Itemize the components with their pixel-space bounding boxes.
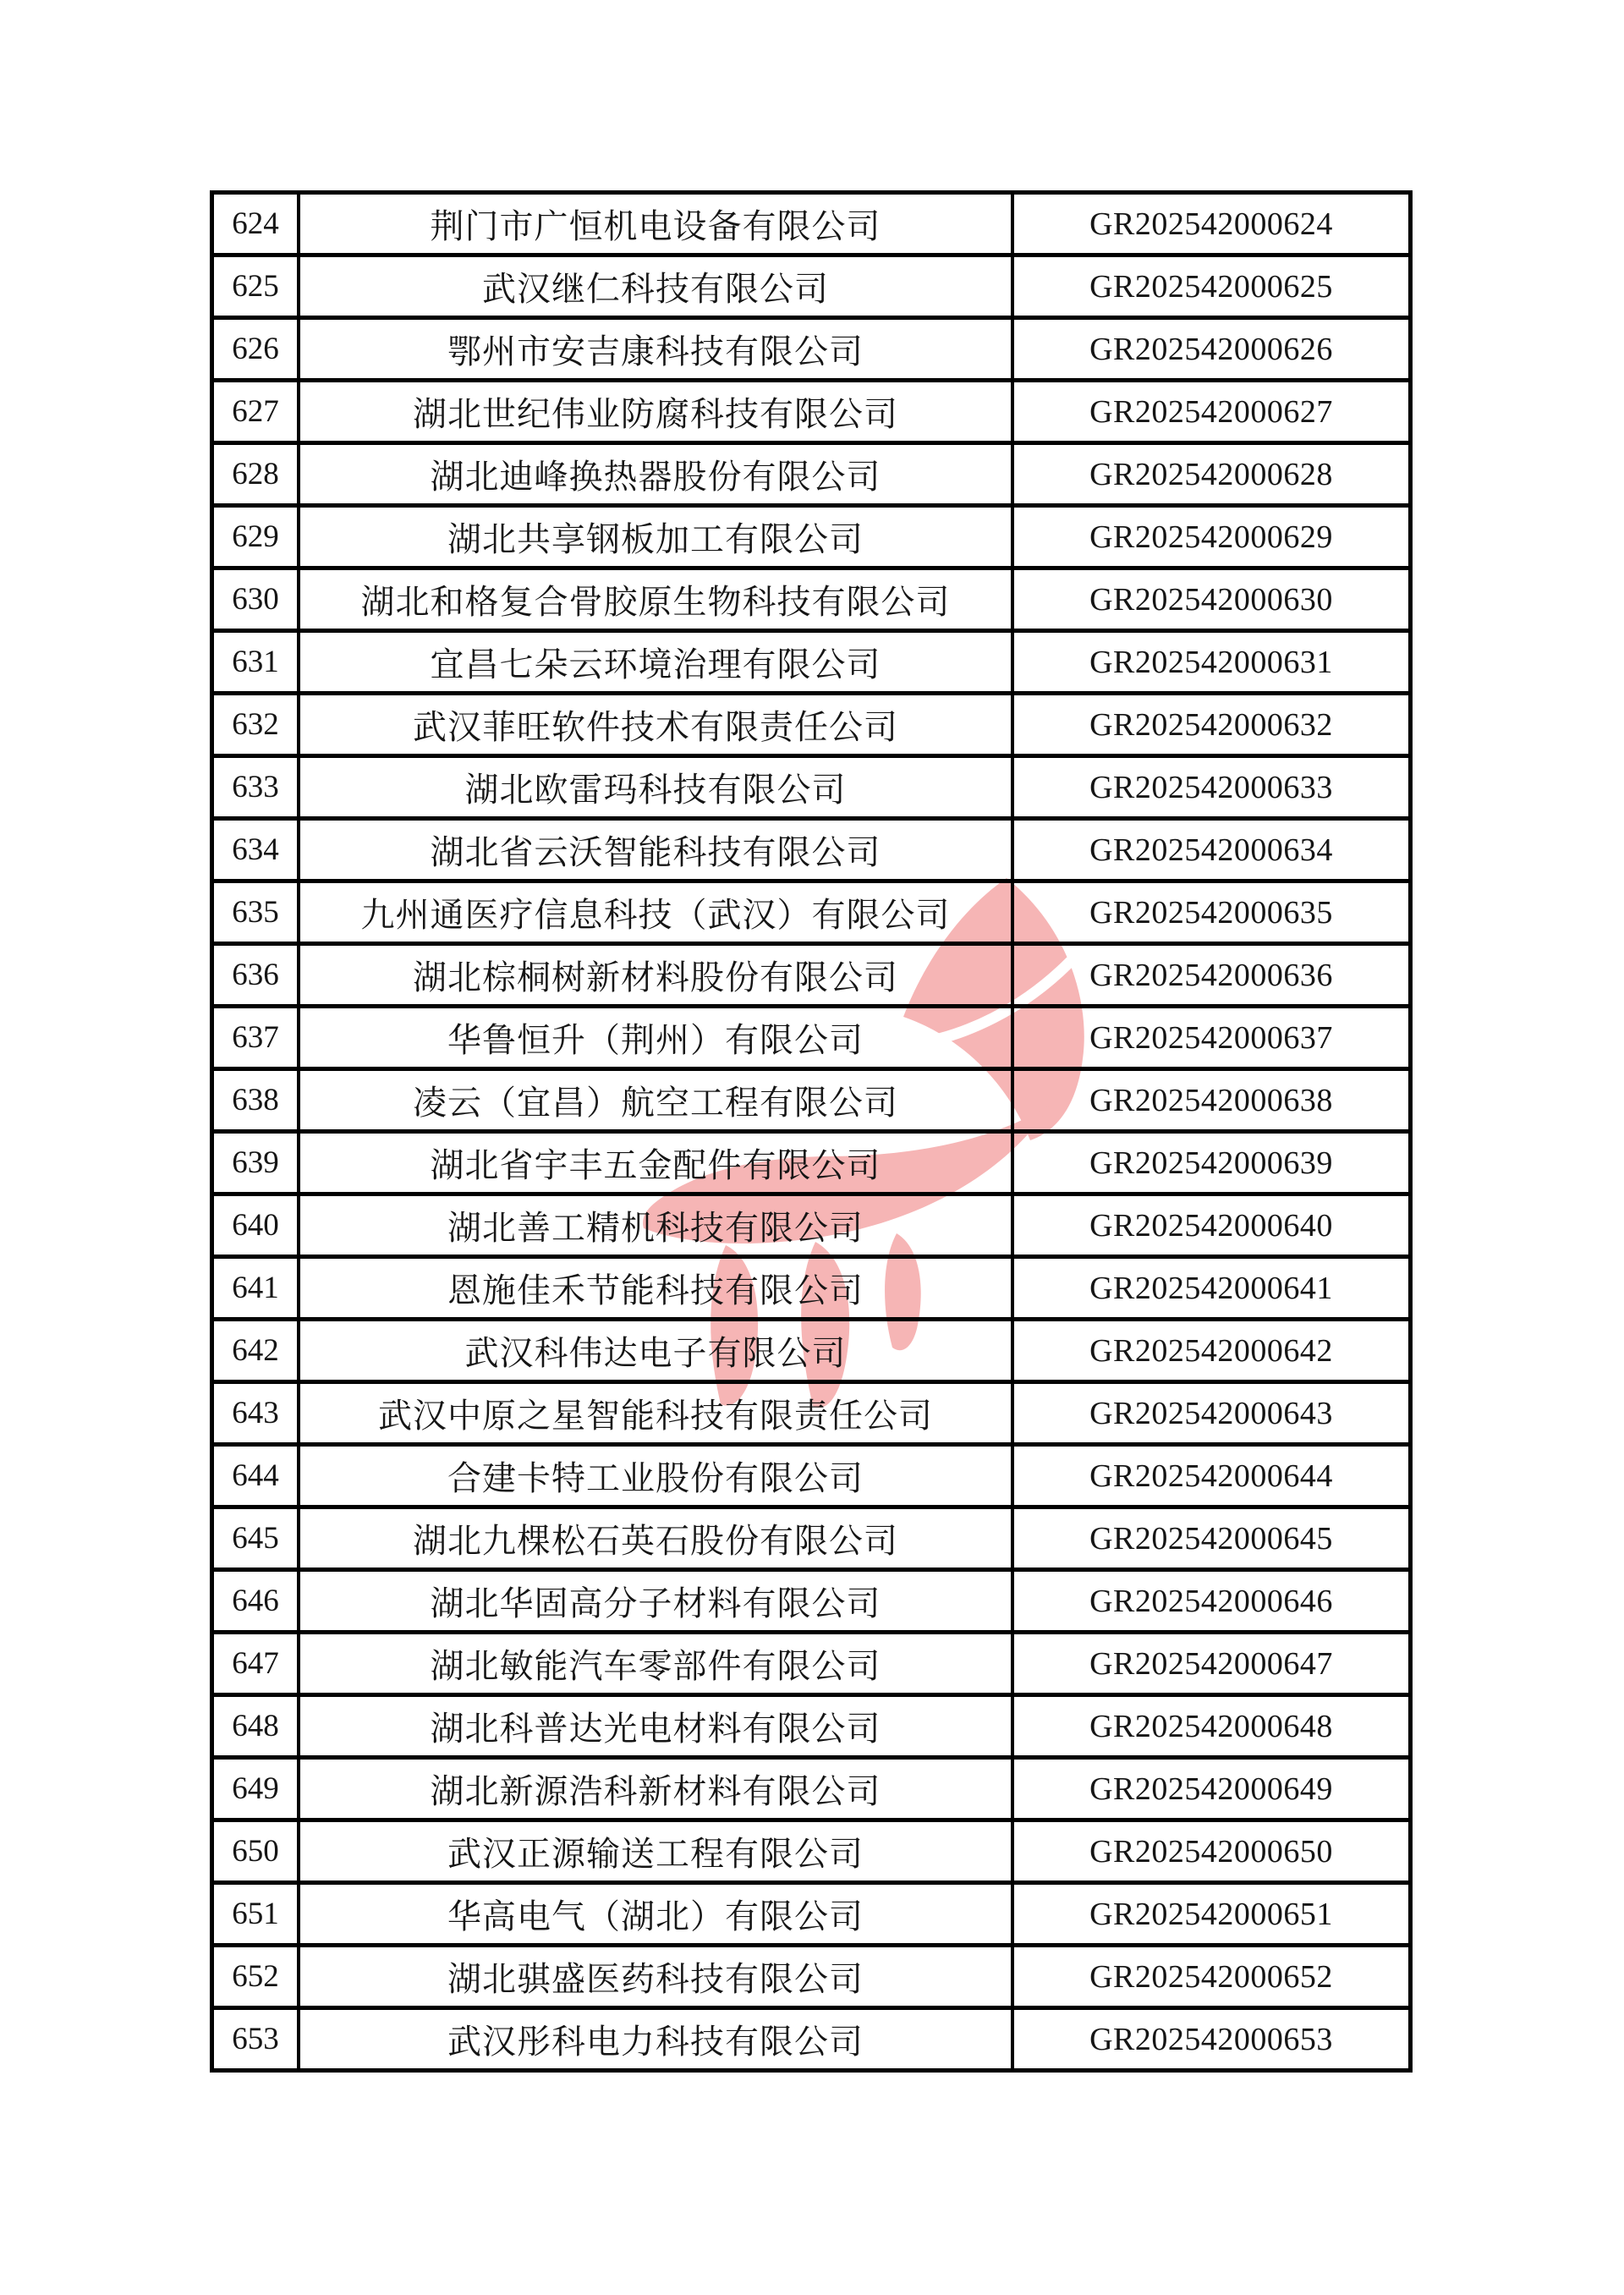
row-number-cell: 647 xyxy=(214,1634,300,1693)
table-row xyxy=(214,1071,1408,1134)
company-name-cell: 湖北骐盛医药科技有限公司 xyxy=(300,1947,1014,2006)
row-number-cell: 635 xyxy=(214,883,300,942)
certificate-code-cell: GR202542000640 xyxy=(1089,1207,1333,1244)
company-name-cell: 湖北省云沃智能科技有限公司 xyxy=(300,821,1014,879)
table-row xyxy=(214,946,1408,1008)
company-name-cell: 华鲁恒升（荆州）有限公司 xyxy=(300,1008,1014,1067)
table-row xyxy=(214,1697,1408,1760)
row-number-cell: 631 xyxy=(214,633,300,691)
certificate-code-cell: GR202542000631 xyxy=(1089,644,1333,680)
company-name-cell: 湖北棕桐树新材料股份有限公司 xyxy=(300,946,1014,1004)
row-number-cell: 652 xyxy=(214,1947,300,2006)
certificate-code-cell: GR202542000644 xyxy=(1089,1458,1333,1494)
row-number-cell: 642 xyxy=(214,1321,300,1380)
table-row xyxy=(214,1885,1408,1947)
certificate-code-cell: GR202542000649 xyxy=(1089,1771,1333,1807)
certificate-code-cell: GR202542000627 xyxy=(1089,393,1333,430)
table-row xyxy=(214,633,1408,695)
row-number-cell: 641 xyxy=(214,1259,300,1317)
certificate-code-cell: GR202542000643 xyxy=(1089,1395,1333,1431)
certificate-code-cell: GR202542000648 xyxy=(1089,1708,1333,1744)
row-number-cell: 645 xyxy=(214,1509,300,1568)
row-number-cell: 625 xyxy=(214,257,300,316)
table-row xyxy=(214,1509,1408,1572)
table-row xyxy=(214,382,1408,445)
certificate-code-cell: GR202542000632 xyxy=(1089,706,1333,743)
table-row xyxy=(214,758,1408,821)
company-name-cell: 武汉彤科电力科技有限公司 xyxy=(300,2010,1014,2068)
table-row xyxy=(214,695,1408,758)
company-name-cell: 九州通医疗信息科技（武汉）有限公司 xyxy=(300,883,1014,942)
table-row xyxy=(214,445,1408,508)
company-name-cell: 湖北敏能汽车零部件有限公司 xyxy=(300,1634,1014,1693)
table-row xyxy=(214,1822,1408,1885)
certificate-code-cell: GR202542000637 xyxy=(1089,1019,1333,1056)
table-row xyxy=(214,2010,1408,2068)
row-number-cell: 630 xyxy=(214,570,300,629)
company-name-cell: 武汉正源输送工程有限公司 xyxy=(300,1822,1014,1880)
row-number-cell: 648 xyxy=(214,1697,300,1755)
certificate-code-cell: GR202542000628 xyxy=(1089,456,1333,492)
table-row xyxy=(214,1384,1408,1447)
certificate-code-cell: GR202542000635 xyxy=(1089,894,1333,931)
company-name-cell: 宜昌七朵云环境治理有限公司 xyxy=(300,633,1014,691)
certificate-code-cell: GR202542000651 xyxy=(1089,1896,1333,1932)
table-row xyxy=(214,1760,1408,1822)
table-row xyxy=(214,1321,1408,1384)
company-name-cell: 合建卡特工业股份有限公司 xyxy=(300,1447,1014,1505)
certificate-code-cell: GR202542000626 xyxy=(1089,331,1333,367)
certificate-code-cell: GR202542000624 xyxy=(1089,206,1333,242)
company-name-cell: 武汉菲旺软件技术有限责任公司 xyxy=(300,695,1014,754)
row-number-cell: 624 xyxy=(214,195,300,253)
company-name-cell: 武汉中原之星智能科技有限责任公司 xyxy=(300,1384,1014,1442)
certificate-code-cell: GR202542000630 xyxy=(1089,581,1333,618)
company-name-cell: 武汉继仁科技有限公司 xyxy=(300,257,1014,316)
company-name-cell: 湖北世纪伟业防腐科技有限公司 xyxy=(300,382,1014,441)
row-number-cell: 628 xyxy=(214,445,300,503)
table-row xyxy=(214,1196,1408,1259)
certificate-code-cell: GR202542000639 xyxy=(1089,1145,1333,1181)
table-row xyxy=(214,195,1408,257)
row-number-cell: 636 xyxy=(214,946,300,1004)
row-number-cell: 639 xyxy=(214,1134,300,1192)
certificate-code-cell: GR202542000641 xyxy=(1089,1270,1333,1306)
row-number-cell: 650 xyxy=(214,1822,300,1880)
table-row xyxy=(214,570,1408,633)
row-number-cell: 640 xyxy=(214,1196,300,1255)
row-number-cell: 627 xyxy=(214,382,300,441)
row-number-cell: 638 xyxy=(214,1071,300,1129)
row-number-cell: 637 xyxy=(214,1008,300,1067)
company-name-cell: 湖北欧雷玛科技有限公司 xyxy=(300,758,1014,816)
certificate-code-cell: GR202542000638 xyxy=(1089,1082,1333,1118)
table-row xyxy=(214,1572,1408,1634)
table-row xyxy=(214,1008,1408,1071)
certificate-code-cell: GR202542000634 xyxy=(1089,832,1333,868)
company-name-cell: 凌云（宜昌）航空工程有限公司 xyxy=(300,1071,1014,1129)
company-name-cell: 湖北新源浩科新材料有限公司 xyxy=(300,1760,1014,1818)
certificate-code-cell: GR202542000645 xyxy=(1089,1520,1333,1557)
row-number-cell: 651 xyxy=(214,1885,300,1943)
company-name-cell: 湖北九棵松石英石股份有限公司 xyxy=(300,1509,1014,1568)
company-name-cell: 湖北省宇丰五金配件有限公司 xyxy=(300,1134,1014,1192)
table-row xyxy=(214,1447,1408,1509)
table-row xyxy=(214,320,1408,382)
company-name-cell: 湖北和格复合骨胶原生物科技有限公司 xyxy=(300,570,1014,629)
table-row xyxy=(214,508,1408,570)
certificate-code-cell: GR202542000636 xyxy=(1089,957,1333,993)
row-number-cell: 629 xyxy=(214,508,300,566)
certificate-code-cell: GR202542000646 xyxy=(1089,1583,1333,1619)
row-number-cell: 644 xyxy=(214,1447,300,1505)
certificate-code-cell: GR202542000653 xyxy=(1089,2021,1333,2057)
row-number-cell: 626 xyxy=(214,320,300,378)
company-name-cell: 湖北善工精机科技有限公司 xyxy=(300,1196,1014,1255)
company-name-cell: 湖北科普达光电材料有限公司 xyxy=(300,1697,1014,1755)
table-row xyxy=(214,257,1408,320)
company-name-cell: 华高电气（湖北）有限公司 xyxy=(300,1885,1014,1943)
row-number-cell: 649 xyxy=(214,1760,300,1818)
row-number-cell: 632 xyxy=(214,695,300,754)
row-number-cell: 634 xyxy=(214,821,300,879)
company-name-cell: 湖北迪峰换热器股份有限公司 xyxy=(300,445,1014,503)
table-row xyxy=(214,883,1408,946)
company-name-cell: 恩施佳禾节能科技有限公司 xyxy=(300,1259,1014,1317)
company-name-cell: 武汉科伟达电子有限公司 xyxy=(300,1321,1014,1380)
row-number-cell: 653 xyxy=(214,2010,300,2068)
certificate-code-cell: GR202542000647 xyxy=(1089,1645,1333,1682)
certificate-code-cell: GR202542000652 xyxy=(1089,1958,1333,1995)
certificate-code-cell: GR202542000642 xyxy=(1089,1332,1333,1369)
certificate-code-cell: GR202542000633 xyxy=(1089,769,1333,805)
row-number-cell: 643 xyxy=(214,1384,300,1442)
certificate-code-cell: GR202542000650 xyxy=(1089,1833,1333,1869)
company-name-cell: 荆门市广恒机电设备有限公司 xyxy=(300,195,1014,253)
certificate-code-cell: GR202542000625 xyxy=(1089,268,1333,305)
table-row xyxy=(214,821,1408,883)
table-row xyxy=(214,1634,1408,1697)
certificate-code-cell: GR202542000629 xyxy=(1089,519,1333,555)
table-row xyxy=(214,1947,1408,2010)
registry-table xyxy=(210,190,1413,2073)
table-row xyxy=(214,1259,1408,1321)
company-name-cell: 湖北共享钢板加工有限公司 xyxy=(300,508,1014,566)
row-number-cell: 646 xyxy=(214,1572,300,1630)
company-name-cell: 鄂州市安吉康科技有限公司 xyxy=(300,320,1014,378)
row-number-cell: 633 xyxy=(214,758,300,816)
company-name-cell: 湖北华固高分子材料有限公司 xyxy=(300,1572,1014,1630)
table-row xyxy=(214,1134,1408,1196)
